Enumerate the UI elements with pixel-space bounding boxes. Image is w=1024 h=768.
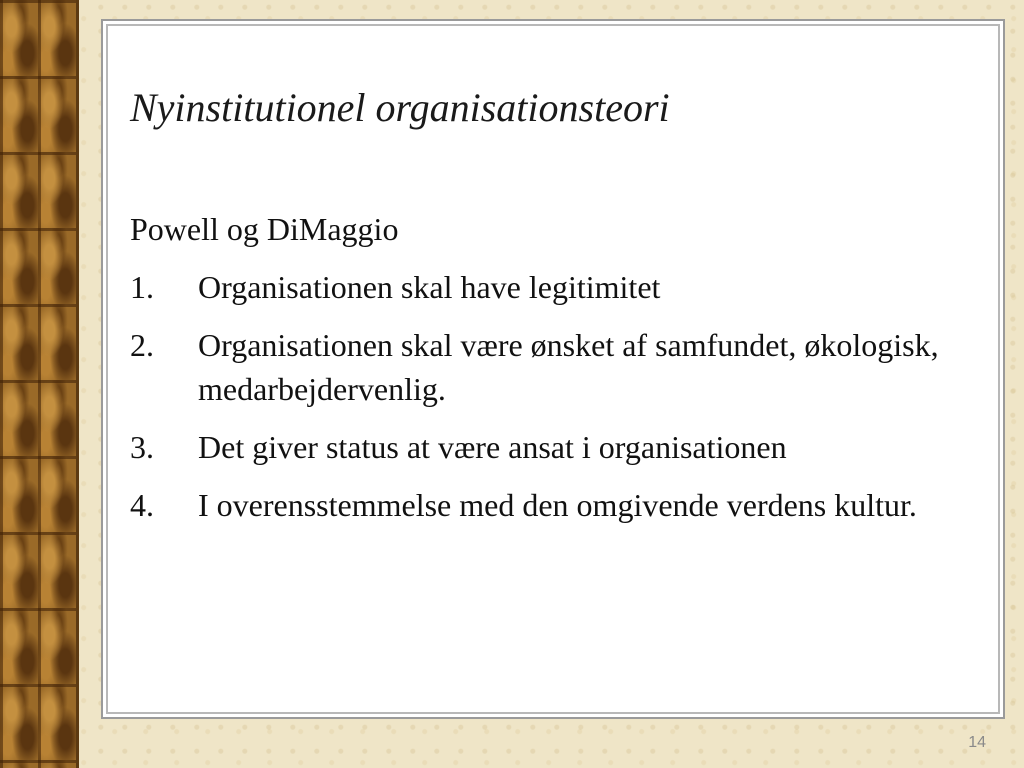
list-item-text: Organisationen skal være ønsket af samfundet, økologisk, medarbejdervenlig. — [198, 327, 939, 407]
list-item-text: Det giver status at være ansat i organisationen — [198, 429, 787, 465]
slide-title: Nyinstitutionel organisationsteori — [130, 85, 670, 130]
list-item — [130, 425, 990, 469]
list-item-number: 3. — [130, 429, 154, 465]
list-item — [130, 323, 990, 411]
list-item — [130, 483, 990, 527]
list-item-number: 2. — [130, 327, 154, 363]
list-item-number: 4. — [130, 487, 154, 523]
list-item — [130, 265, 990, 309]
decorative-tile-strip — [0, 0, 79, 768]
page-number: 14 — [968, 734, 986, 751]
slide-content — [130, 207, 990, 541]
list-item-text: I overensstemmelse med den omgivende verdens kultur. — [198, 487, 917, 523]
list-item-number: 1. — [130, 269, 154, 305]
list-item-text: Organisationen skal have legitimitet — [198, 269, 661, 305]
lead-line: Powell og DiMaggio — [130, 211, 399, 247]
